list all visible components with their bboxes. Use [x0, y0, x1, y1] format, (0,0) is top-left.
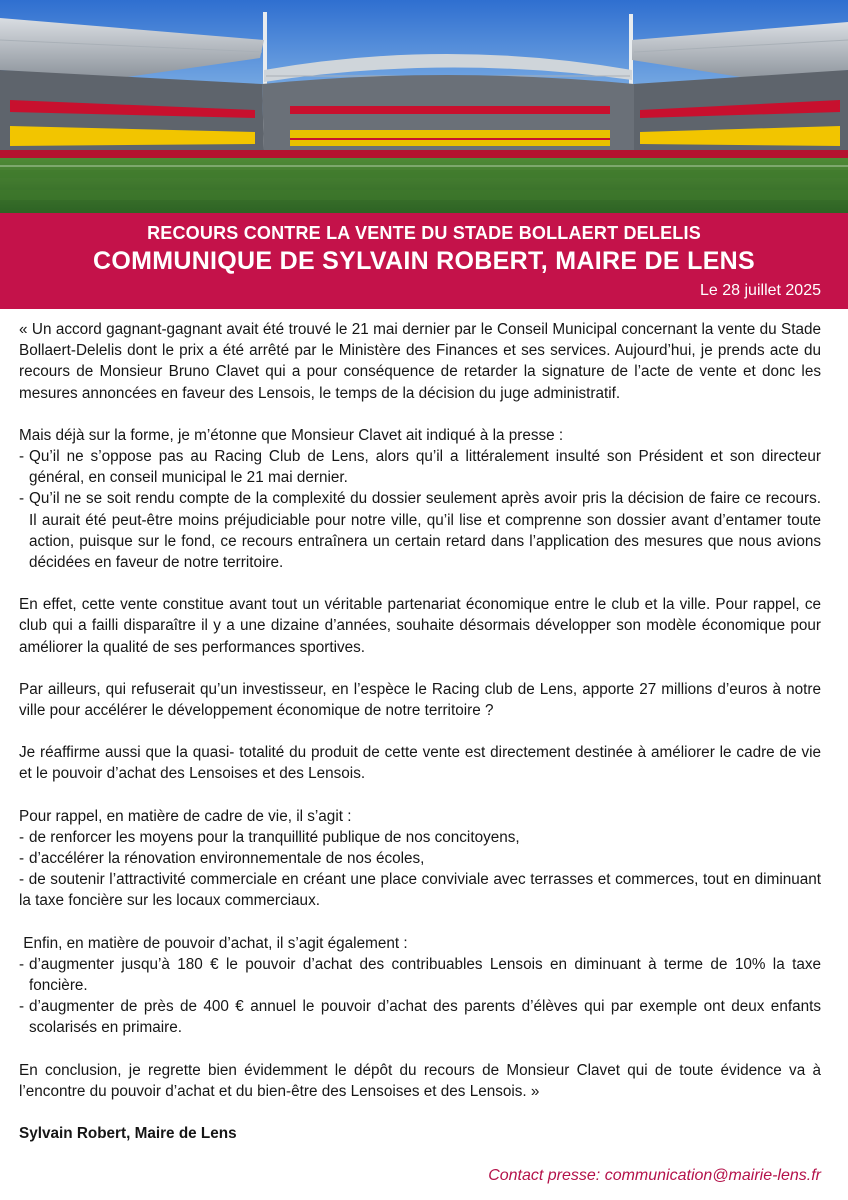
- signature: Sylvain Robert, Maire de Lens: [19, 1125, 237, 1143]
- publication-date: Le 28 juillet 2025: [700, 282, 821, 299]
- page-title: COMMUNIQUE DE SYLVAIN ROBERT, MAIRE DE LENS: [92, 247, 755, 275]
- list-item: - Qu’il ne se soit rendu compte de la complexité du dossier seulement après avoir pris la décision de faire ce recours. Il aurait été peut-être moins préjudiciable pour notre ville, qu’il lise et comprenne son dossier avant d’entamer toute action, puisque sur le fond, ce recours entraînera un certain retard dans l’application des mesures que nous avions décidées en faveur de notre territoire.: [19, 490, 821, 572]
- paragraph-2-intro: Mais déjà sur la forme, je m’étonne que Monsieur Clavet ait indiqué à la presse :: [19, 426, 564, 444]
- paragraph-5: Je réaffirme aussi que la quasi- totalité du produit de cette vente est directement destinée à améliorer le cadre de vie et le pouvoir d’achat des Lensoises et des Lensois.: [19, 744, 821, 783]
- stadium-photo: [0, 0, 848, 213]
- title-banner: [0, 213, 848, 309]
- paragraph-3: En effet, cette vente constitue avant tout un véritable partenariat économique entre le club et la ville. Pour rappel, ce club qui a failli disparaître il y a une dizaine d’années, souhaite désormais développer son modèle économique pour améliorer la qualité de ses performances sportives.: [19, 596, 821, 656]
- paragraph-6-intro: Pour rappel, en matière de cadre de vie, il s’agit :: [19, 807, 352, 825]
- kicker-heading: RECOURS CONTRE LA VENTE DU STADE BOLLAERT DELELIS: [147, 223, 701, 243]
- ad-boards: [0, 150, 848, 158]
- list-cadre-de-vie: [19, 827, 821, 912]
- press-contact[interactable]: Contact presse: communication@mairie-lens.fr: [488, 1167, 821, 1184]
- list-forme: [19, 446, 821, 573]
- list-item: - de soutenir l’attractivité commerciale en créant une place conviviale avec terrasses et commerces, tout en diminuant la taxe foncière sur les locaux commerciaux.: [19, 871, 821, 910]
- list-item: - d’augmenter de près de 400 € annuel le pouvoir d’achat des parents d’élèves qui par exemple ont deux enfants scolarisés en primaire.: [19, 998, 821, 1037]
- list-item: - Qu’il ne s’oppose pas au Racing Club de Lens, alors qu’il a littéralement insulté son Président et son directeur général, en conseil municipal le 21 mai dernier.: [19, 448, 821, 487]
- paragraph-4: Par ailleurs, qui refuserait qu’un investisseur, en l’espèce le Racing club de Lens, apporte 27 millions d’euros à notre ville pour accélérer le développement économique de notre territoire ?: [19, 680, 821, 720]
- list-item: - de renforcer les moyens pour la tranquillité publique de nos concitoyens,: [19, 828, 520, 846]
- list-pouvoir-achat: [19, 954, 821, 1039]
- stadium-illustration: [0, 0, 848, 213]
- press-release-body: [19, 319, 821, 1144]
- list-item: - d’augmenter jusqu’à 180 € le pouvoir d’achat des contribuables Lensois en diminuant à terme de 10% la taxe foncière.: [19, 955, 821, 995]
- paragraph-7-intro: Enfin, en matière de pouvoir d’achat, il s’agit également :: [19, 934, 408, 952]
- paragraph-1: « Un accord gagnant-gagnant avait été trouvé le 21 mai dernier par le Conseil Municipal concernant la vente du Stade Bollaert-Delelis dont le prix a été arrêté par le Ministère des Finances et ses services. Aujourd’hui, je prends acte du recours de Monsieur Bruno Clavet qui a pour conséquence de retarder la signature de l’acte de vente et donc les mesures annoncées en faveur des Lensois, le temps de la décision du juge administratif.: [19, 321, 821, 402]
- list-item: - d’accélérer la rénovation environnementale de nos écoles,: [19, 850, 425, 868]
- paragraph-8: En conclusion, je regrette bien évidemment le dépôt du recours de Monsieur Clavet qui de toute évidence va à l’encontre du pouvoir d’achat et du bien-être des Lensoises et des Lensois. »: [19, 1061, 821, 1100]
